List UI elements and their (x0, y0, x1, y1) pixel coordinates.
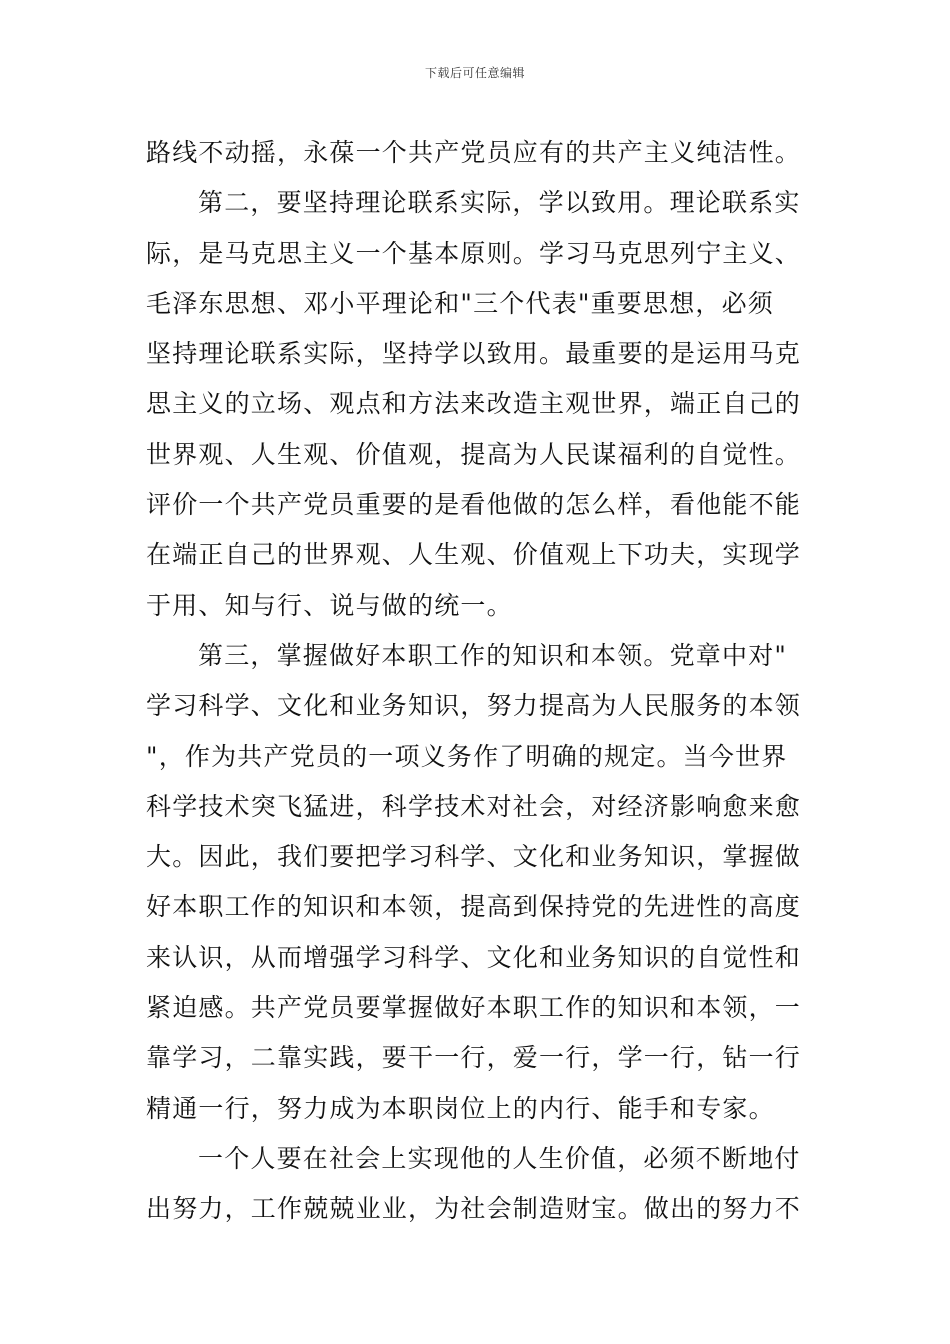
text-line: 学习科学、文化和业务知识，努力提高为人民服务的本领 (146, 691, 802, 721)
text-line: 思主义的立场、观点和方法来改造主观世界，端正自己的 (146, 389, 802, 419)
body-text (146, 128, 806, 1235)
text-line: 毛泽东思想、邓小平理论和"三个代表"重要思想，必须 (146, 288, 775, 318)
text-line: 靠学习，二靠实践，要干一行，爱一行，学一行，钻一行 (146, 1043, 802, 1073)
text-line: 好本职工作的知识和本领，提高到保持党的先进性的高度 (146, 892, 802, 922)
text-line: 大。因此，我们要把学习科学、文化和业务知识，掌握做 (146, 842, 802, 872)
text-line: 在端正自己的世界观、人生观、价值观上下功夫，实现学 (146, 540, 802, 570)
text-line: 评价一个共产党员重要的是看他做的怎么样，看他能不能 (146, 490, 802, 520)
text-line: "，作为共产党员的一项义务作了明确的规定。当今世界 (146, 741, 788, 771)
text-line: 出努力，工作兢兢业业，为社会制造财宝。做出的努力不 (146, 1194, 802, 1224)
text-line: 来认识，从而增强学习科学、文化和业务知识的自觉性和 (146, 942, 802, 972)
text-line: 世界观、人生观、价值观，提高为人民谋福利的自觉性。 (146, 439, 802, 469)
paragraph-start-line: 第二，要坚持理论联系实际，学以致用。理论联系实 (198, 188, 801, 218)
text-line: 于用、知与行、说与做的统一。 (146, 590, 513, 620)
text-line: 际，是马克思主义一个基本原则。学习马克思列宁主义、 (146, 238, 802, 268)
paragraph-start-line: 第三，掌握做好本职工作的知识和本领。党章中对" (198, 640, 788, 670)
text-line: 科学技术突飞猛进，科学技术对社会，对经济影响愈来愈 (146, 791, 802, 821)
text-line: 坚持理论联系实际，坚持学以致用。最重要的是运用马克 (146, 339, 802, 369)
paragraph-start-line: 一个人要在社会上实现他的人生价值，必须不断地付 (198, 1143, 801, 1173)
text-line: 路线不动摇，永葆一个共产党员应有的共产主义纯洁性。 (146, 138, 802, 167)
text-line: 精通一行，努力成为本职岗位上的内行、能手和专家。 (146, 1093, 775, 1123)
text-line: 紧迫感。共产党员要掌握做好本职工作的知识和本领，一 (146, 993, 802, 1023)
page-header: 下载后可任意编辑 (424, 66, 525, 80)
